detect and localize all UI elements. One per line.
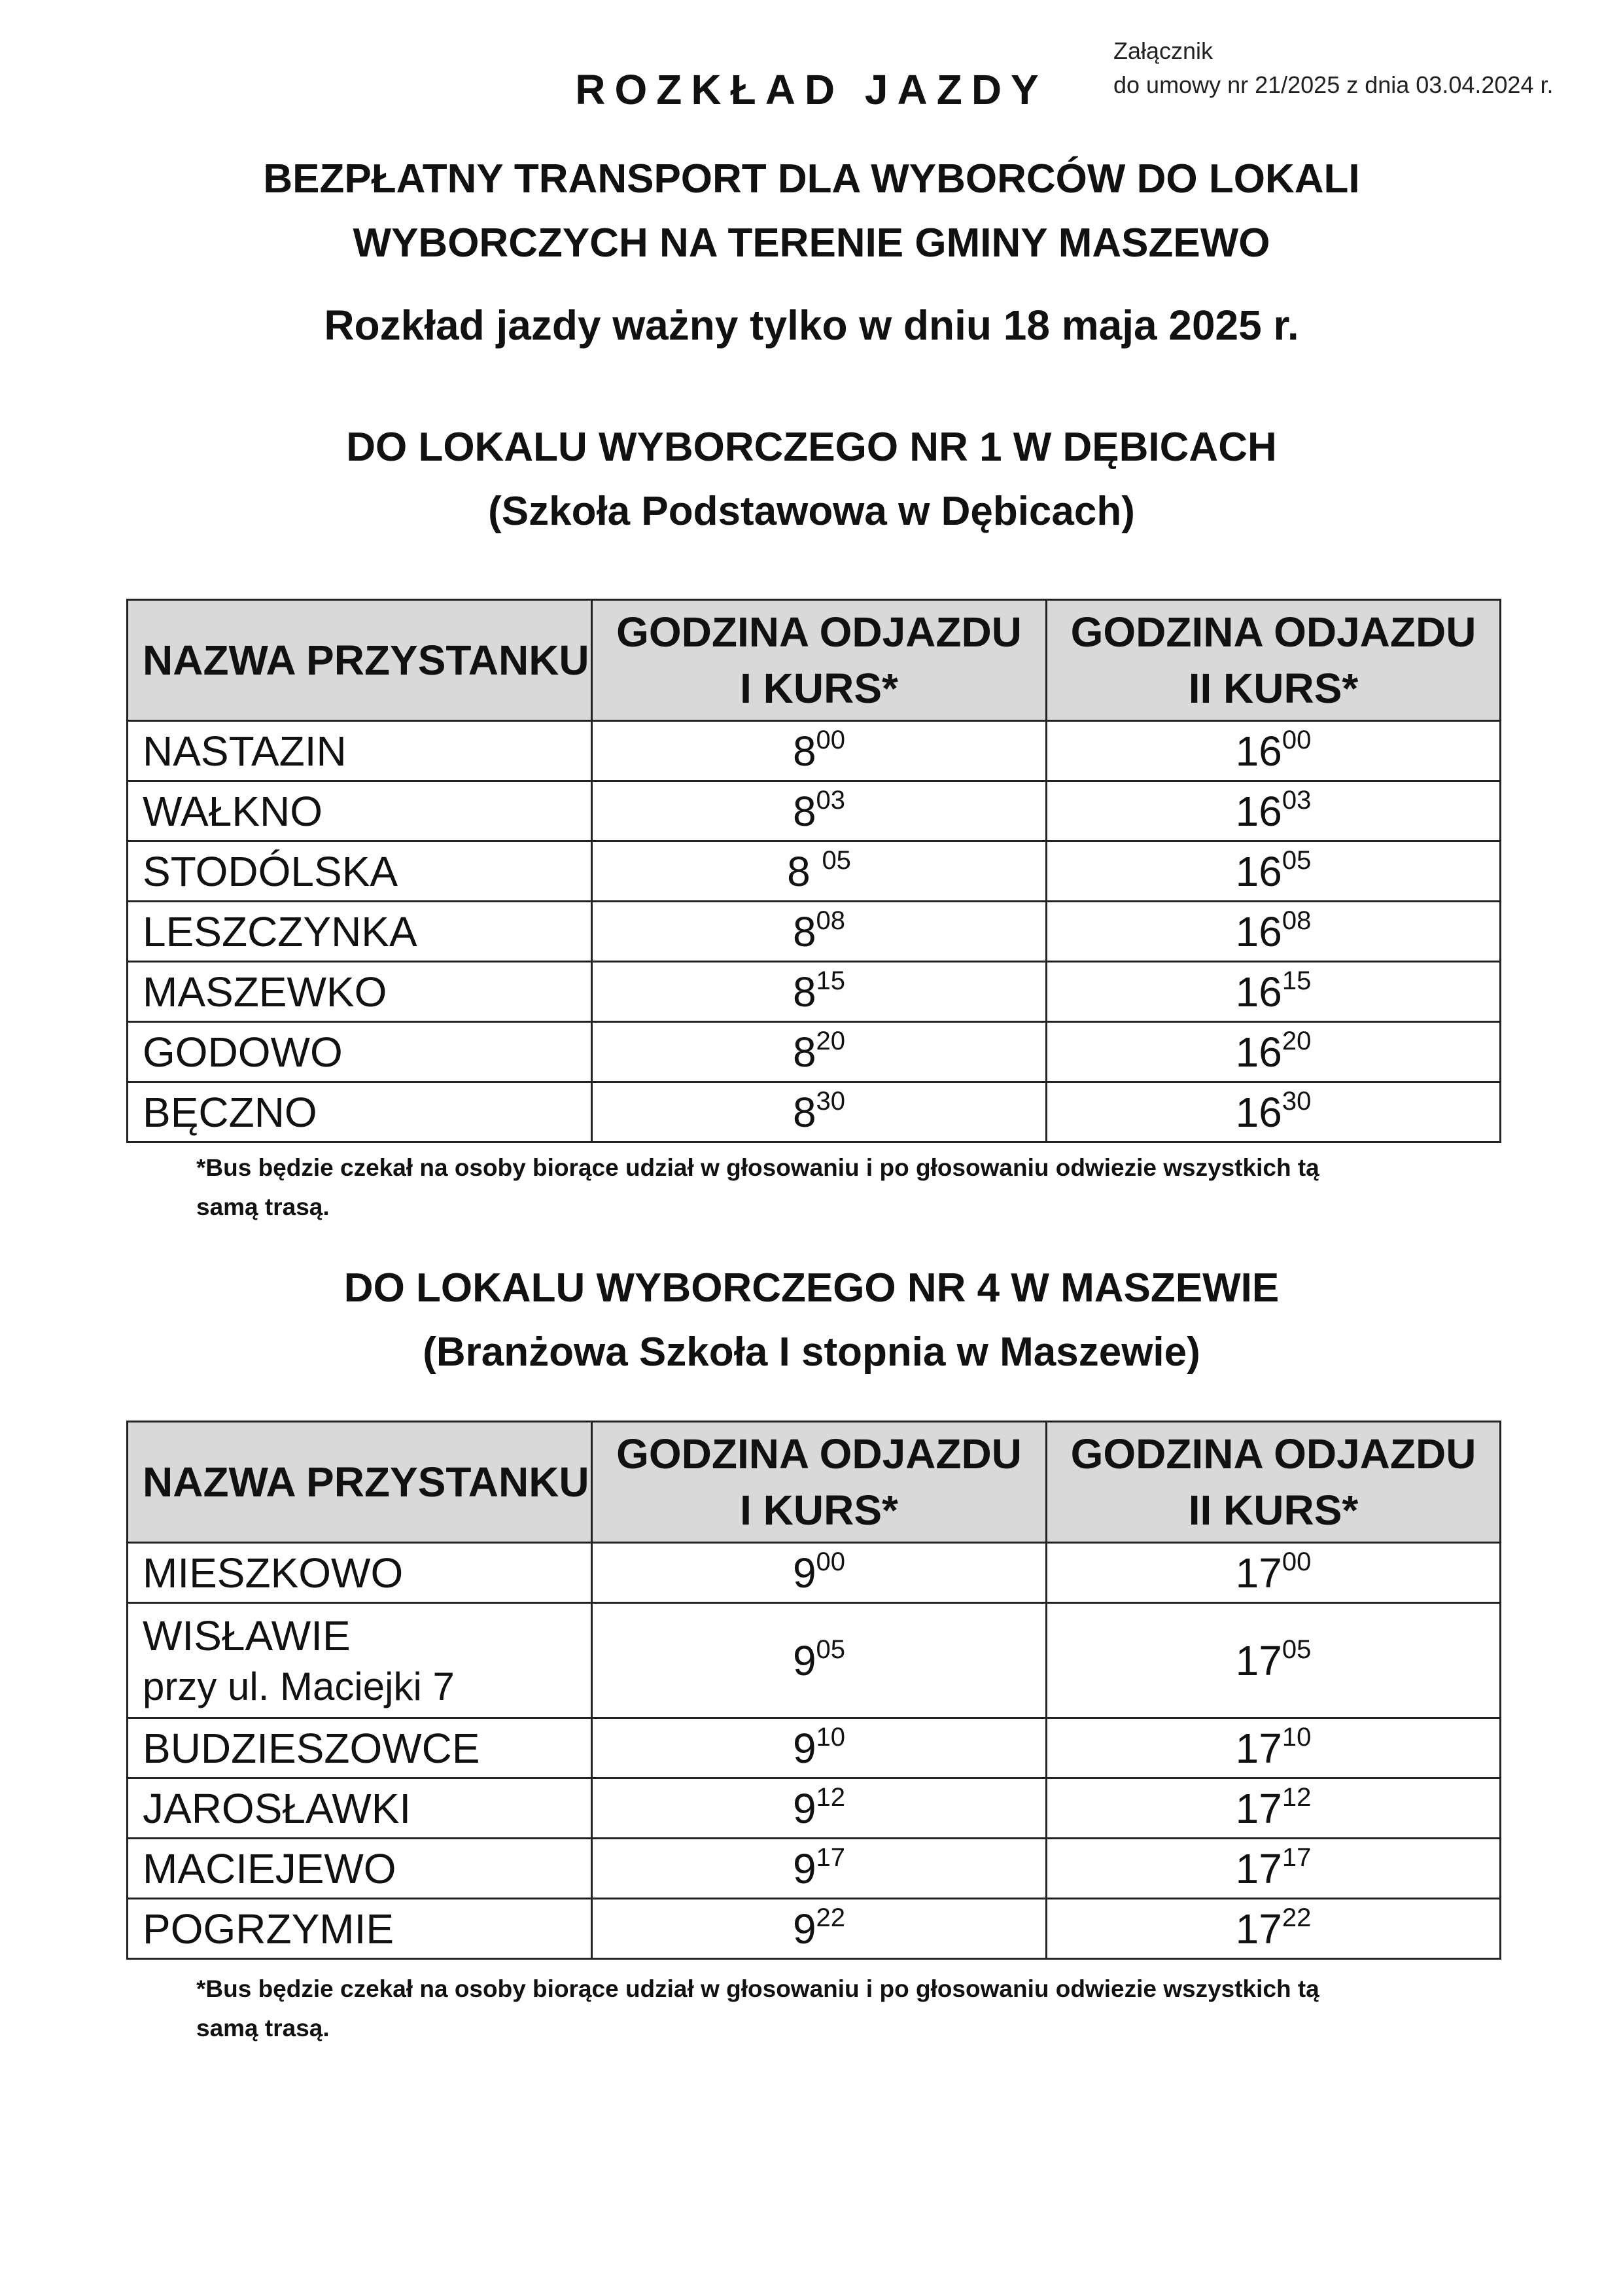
document-title: ROZKŁAD JAZDY — [575, 66, 1048, 113]
departure-time-run2 — [1047, 1603, 1501, 1718]
departure-minutes: 08 — [816, 906, 846, 935]
departure-time-run2 — [1047, 1543, 1501, 1603]
section-1-footnote — [196, 1148, 1439, 1227]
main-heading-line2: WYBORCZYCH NA TERENIE GMINY MASZEWO — [353, 221, 1270, 266]
departure-minutes: 00 — [816, 1547, 846, 1576]
departure-minutes: 17 — [816, 1843, 846, 1872]
departure-time-run1 — [592, 1839, 1047, 1899]
section-1-heading — [0, 415, 1623, 544]
table-header-row — [128, 1422, 1501, 1543]
departure-hour: 8 — [792, 1088, 816, 1136]
attachment-label: Załącznik — [1113, 37, 1213, 64]
column-header-run2 — [1047, 600, 1501, 721]
departure-hour: 16 — [1235, 968, 1282, 1016]
departure-minutes: 00 — [1282, 1547, 1312, 1576]
departure-time-run1 — [592, 1778, 1047, 1839]
departure-time-run2 — [1047, 1778, 1501, 1839]
departure-hour: 17 — [1235, 1636, 1282, 1684]
table-row — [128, 1778, 1501, 1839]
stop-name: POGRZYMIE — [143, 1905, 394, 1952]
stop-name: BĘCZNO — [143, 1088, 317, 1136]
departure-minutes: 03 — [1282, 785, 1312, 815]
departure-hour: 9 — [792, 1549, 816, 1597]
stop-name-cell — [128, 1899, 592, 1959]
departure-minutes: 22 — [816, 1903, 846, 1932]
departure-time-run2 — [1047, 1082, 1501, 1142]
stop-name-cell — [128, 1082, 592, 1142]
column-header-run2-line2: II KURS* — [1188, 1487, 1359, 1534]
departure-hour: 9 — [792, 1784, 816, 1832]
stop-name: NASTAZIN — [143, 727, 347, 775]
schedule-table-1-body — [128, 721, 1501, 1142]
stop-name: WAŁKNO — [143, 787, 323, 835]
departure-time-run2 — [1047, 1718, 1501, 1778]
departure-minutes: 12 — [1282, 1782, 1312, 1812]
stop-name: LESZCZYNKA — [143, 908, 417, 955]
departure-hour: 17 — [1235, 1549, 1282, 1597]
stop-name-cell — [128, 1022, 592, 1082]
departure-minutes: 10 — [1282, 1722, 1312, 1752]
departure-time-run1 — [592, 962, 1047, 1022]
departure-time-run2 — [1047, 962, 1501, 1022]
departure-minutes: 30 — [816, 1086, 846, 1116]
stop-name-cell — [128, 1778, 592, 1839]
column-header-run1 — [592, 600, 1047, 721]
table-row — [128, 962, 1501, 1022]
departure-hour: 17 — [1235, 1845, 1282, 1892]
departure-minutes: 05 — [1282, 1634, 1312, 1664]
departure-time-run2 — [1047, 1899, 1501, 1959]
departure-time-run2 — [1047, 841, 1501, 902]
stop-name-cell — [128, 1718, 592, 1778]
departure-time-run1 — [592, 1899, 1047, 1959]
stop-name-cell — [128, 781, 592, 841]
departure-hour: 9 — [792, 1905, 816, 1952]
departure-time-run1 — [592, 1543, 1047, 1603]
section-2-title: DO LOKALU WYBORCZEGO NR 4 W MASZEWIE — [343, 1265, 1280, 1311]
table-row — [128, 1082, 1501, 1142]
column-header-run1-line2: I KURS* — [740, 1487, 898, 1534]
departure-minutes: 00 — [1282, 725, 1312, 754]
departure-hour: 9 — [792, 1845, 816, 1892]
stop-name-cell — [128, 962, 592, 1022]
schedule-table-2 — [126, 1421, 1501, 1960]
departure-minutes: 05 — [1282, 845, 1312, 875]
column-header-run2-line1: GODZINA ODJAZDU — [1070, 609, 1476, 656]
departure-time-run1 — [592, 721, 1047, 781]
departure-time-run1 — [592, 781, 1047, 841]
attachment-note — [1113, 34, 1553, 102]
column-header-run2 — [1047, 1422, 1501, 1543]
stop-name-cell — [128, 1839, 592, 1899]
column-header-run1-line1: GODZINA ODJAZDU — [616, 1430, 1022, 1477]
stop-address: przy ul. Maciejki 7 — [143, 1664, 455, 1708]
stop-name: BUDZIESZOWCE — [143, 1724, 480, 1772]
stop-name: MIESZKOWO — [143, 1549, 404, 1597]
column-header-run1-line1: GODZINA ODJAZDU — [616, 609, 1022, 656]
departure-minutes: 30 — [1282, 1086, 1312, 1116]
departure-hour: 9 — [792, 1724, 816, 1772]
departure-time-run2 — [1047, 1022, 1501, 1082]
attachment-contract-ref: do umowy nr 21/2025 z dnia 03.04.2024 r. — [1113, 71, 1554, 98]
departure-minutes: 00 — [816, 725, 846, 754]
departure-hour: 9 — [792, 1636, 816, 1684]
departure-hour: 8 — [792, 1028, 816, 1076]
column-header-stop: NAZWA PRZYSTANKU — [128, 600, 592, 721]
departure-minutes: 08 — [1282, 906, 1312, 935]
stop-name-cell — [128, 721, 592, 781]
table-header-row — [128, 600, 1501, 721]
departure-time-run2 — [1047, 1839, 1501, 1899]
stop-name: STODÓLSKA — [143, 847, 398, 895]
departure-minutes: 17 — [1282, 1843, 1312, 1872]
stop-name-cell — [128, 902, 592, 962]
table-row — [128, 1603, 1501, 1718]
departure-time-run1 — [592, 902, 1047, 962]
table-row — [128, 1543, 1501, 1603]
table-row — [128, 1022, 1501, 1082]
column-header-run2-line2: II KURS* — [1188, 665, 1359, 712]
section-1-subtitle: (Szkoła Podstawowa w Dębicach) — [488, 489, 1135, 534]
departure-time-run1 — [592, 841, 1047, 902]
departure-minutes: 22 — [1282, 1903, 1312, 1932]
departure-minutes: 05 — [816, 1634, 846, 1664]
footnote-line2: samą trasą. — [196, 2015, 330, 2041]
departure-hour: 8 — [787, 847, 822, 895]
departure-minutes: 05 — [822, 845, 851, 875]
stop-name: MASZEWKO — [143, 968, 387, 1016]
table-row — [128, 841, 1501, 902]
section-2-footnote — [196, 1969, 1439, 2048]
departure-minutes: 10 — [816, 1722, 846, 1752]
departure-hour: 8 — [792, 787, 816, 835]
stop-name: JAROSŁAWKI — [143, 1784, 411, 1832]
validity-note: Rozkład jazdy ważny tylko w dniu 18 maja 2025 r. — [324, 302, 1299, 349]
stop-name-cell — [128, 841, 592, 902]
schedule-table-1 — [126, 599, 1501, 1143]
table-row — [128, 1718, 1501, 1778]
departure-hour: 16 — [1235, 787, 1282, 835]
departure-hour: 8 — [792, 727, 816, 775]
departure-time-run2 — [1047, 781, 1501, 841]
footnote-line1: *Bus będzie czekał na osoby biorące udział w głosowaniu i po głosowaniu odwiezie wszystkich tą — [196, 1975, 1319, 2002]
column-header-run2-line1: GODZINA ODJAZDU — [1070, 1430, 1476, 1477]
stop-name-cell — [128, 1543, 592, 1603]
section-1-title: DO LOKALU WYBORCZEGO NR 1 W DĘBICACH — [346, 425, 1277, 470]
stop-name: WISŁAWIE — [143, 1612, 351, 1659]
departure-hour: 8 — [792, 968, 816, 1016]
departure-hour: 16 — [1235, 847, 1282, 895]
section-2-heading — [0, 1256, 1623, 1385]
departure-hour: 16 — [1235, 727, 1282, 775]
footnote-line1: *Bus będzie czekał na osoby biorące udział w głosowaniu i po głosowaniu odwiezie wszystkich tą — [196, 1154, 1319, 1181]
departure-hour: 17 — [1235, 1905, 1282, 1952]
column-header-run1 — [592, 1422, 1047, 1543]
main-heading-line1: BEZPŁATNY TRANSPORT DLA WYBORCÓW DO LOKALI — [263, 156, 1360, 202]
column-header-stop: NAZWA PRZYSTANKU — [128, 1422, 592, 1543]
stop-name: MACIEJEWO — [143, 1845, 396, 1892]
departure-time-run1 — [592, 1603, 1047, 1718]
table-row — [128, 902, 1501, 962]
table-row — [128, 781, 1501, 841]
section-2-subtitle: (Branżowa Szkoła I stopnia w Maszewie) — [423, 1330, 1200, 1375]
departure-time-run1 — [592, 1022, 1047, 1082]
schedule-table-2-body — [128, 1543, 1501, 1959]
column-header-run1-line2: I KURS* — [740, 665, 898, 712]
stop-name: GODOWO — [143, 1028, 343, 1076]
departure-minutes: 20 — [1282, 1026, 1312, 1055]
departure-time-run1 — [592, 1082, 1047, 1142]
departure-minutes: 03 — [816, 785, 846, 815]
footnote-line2: samą trasą. — [196, 1193, 330, 1220]
stop-name-cell — [128, 1603, 592, 1718]
table-row — [128, 1899, 1501, 1959]
departure-hour: 17 — [1235, 1784, 1282, 1832]
table-row — [128, 721, 1501, 781]
departure-time-run2 — [1047, 721, 1501, 781]
departure-hour: 16 — [1235, 1028, 1282, 1076]
departure-minutes: 15 — [816, 966, 846, 995]
departure-hour: 17 — [1235, 1724, 1282, 1772]
departure-minutes: 20 — [816, 1026, 846, 1055]
departure-hour: 8 — [792, 908, 816, 955]
departure-hour: 16 — [1235, 908, 1282, 955]
departure-time-run2 — [1047, 902, 1501, 962]
departure-hour: 16 — [1235, 1088, 1282, 1136]
departure-minutes: 12 — [816, 1782, 846, 1812]
departure-time-run1 — [592, 1718, 1047, 1778]
main-heading — [0, 147, 1623, 275]
departure-minutes: 15 — [1282, 966, 1312, 995]
table-row — [128, 1839, 1501, 1899]
